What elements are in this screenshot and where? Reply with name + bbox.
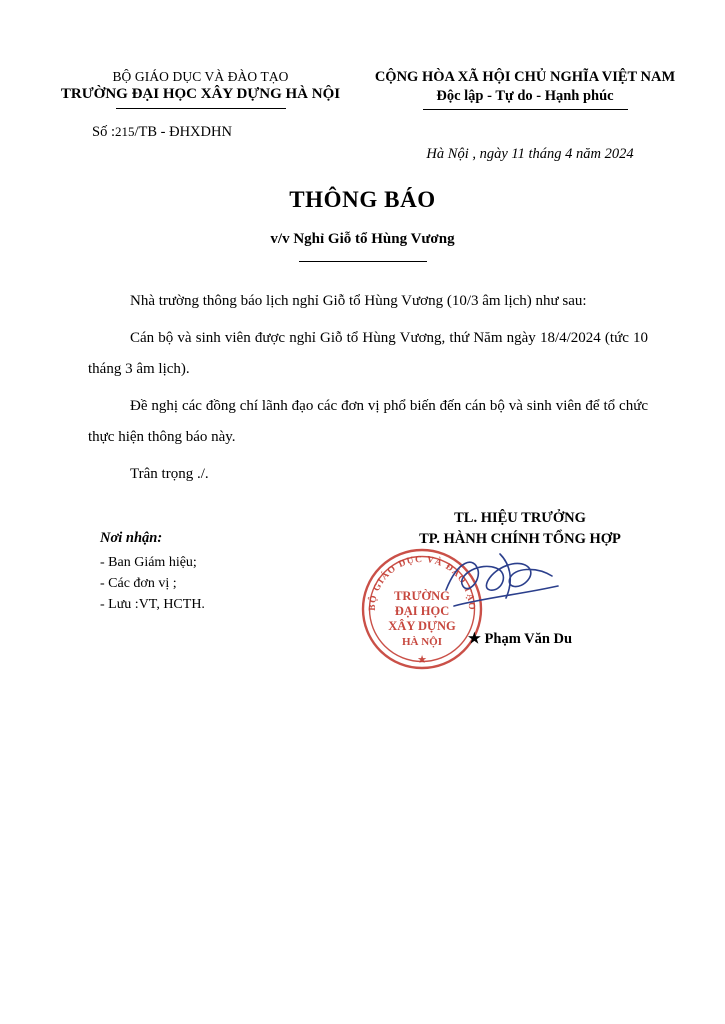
document-header <box>0 68 725 110</box>
svg-text:BỘ GIÁO DỤC VÀ ĐÀO TẠO: BỘ GIÁO DỤC VÀ ĐÀO TẠO <box>367 554 477 612</box>
svg-text:★: ★ <box>417 654 427 666</box>
title-divider <box>299 261 427 262</box>
body-paragraph-4: Trân trọng ./. <box>130 466 209 482</box>
signer-name: ★ Phạm Văn Du <box>467 631 573 647</box>
body-paragraph-1: Nhà trường thông báo lịch nghỉ Giỗ tổ Hùng Vương (10/3 âm lịch) như sau: <box>130 293 587 309</box>
header-organization-block <box>48 68 353 109</box>
title-block <box>0 186 725 262</box>
reference-suffix: /TB - ĐHXDHN <box>134 124 232 140</box>
signature-department: TP. HÀNH CHÍNH TỔNG HỢP <box>419 531 621 547</box>
signature-authority: TL. HIỆU TRƯỞNG <box>454 510 586 526</box>
body-paragraph-2: Cán bộ và sinh viên được nghỉ Giỗ tổ Hùng Vương, thứ Năm ngày 18/4/2024 (tức 10 tháng 3 âm lịch). <box>88 330 648 377</box>
document-subtitle: v/v Nghỉ Giỗ tổ Hùng Vương <box>270 231 455 247</box>
recipient-item: - Các đơn vị ; <box>100 576 177 591</box>
national-motto: Độc lập - Tự do - Hạnh phúc <box>436 88 614 104</box>
svg-text:ĐẠI HỌC: ĐẠI HỌC <box>394 604 450 618</box>
svg-text:HÀ NỘI: HÀ NỘI <box>401 636 443 648</box>
ministry-name: BỘ GIÁO DỤC VÀ ĐÀO TẠO <box>112 69 289 84</box>
recipient-item: - Ban Giám hiệu; <box>100 555 197 570</box>
document-title: THÔNG BÁO <box>289 187 436 212</box>
recipient-item: - Lưu :VT, HCTH. <box>100 597 205 612</box>
svg-text:TRƯỜNG: TRƯỜNG <box>394 589 450 603</box>
signature-block <box>370 508 670 550</box>
university-name: TRƯỜNG ĐẠI HỌC XÂY DỰNG HÀ NỘI <box>60 86 341 102</box>
body-paragraph-3: Đề nghị các đồng chí lãnh đạo các đơn vị phổ biến đến cán bộ và sinh viên để tổ chức thực hiện thông báo này. <box>88 398 648 445</box>
header-nation-block <box>353 68 697 110</box>
document-date: Hà Nội , ngày 11 tháng 4 năm 2024 <box>426 146 634 162</box>
recipients-block <box>100 528 205 615</box>
header-right-divider <box>423 109 628 110</box>
recipients-heading: Nơi nhận: <box>100 530 163 546</box>
header-left-divider <box>116 108 286 109</box>
svg-text:XÂY DỰNG: XÂY DỰNG <box>388 619 456 633</box>
recipients-list <box>100 552 205 615</box>
document-body <box>88 286 648 496</box>
reference-prefix: Số : <box>92 124 115 140</box>
handwritten-signature <box>440 546 570 626</box>
document-reference <box>92 124 232 141</box>
official-stamp-icon <box>358 545 486 673</box>
national-title: CỘNG HÒA XÃ HỘI CHỦ NGHĨA VIỆT NAM <box>374 69 676 85</box>
reference-number: 215 <box>114 124 135 139</box>
